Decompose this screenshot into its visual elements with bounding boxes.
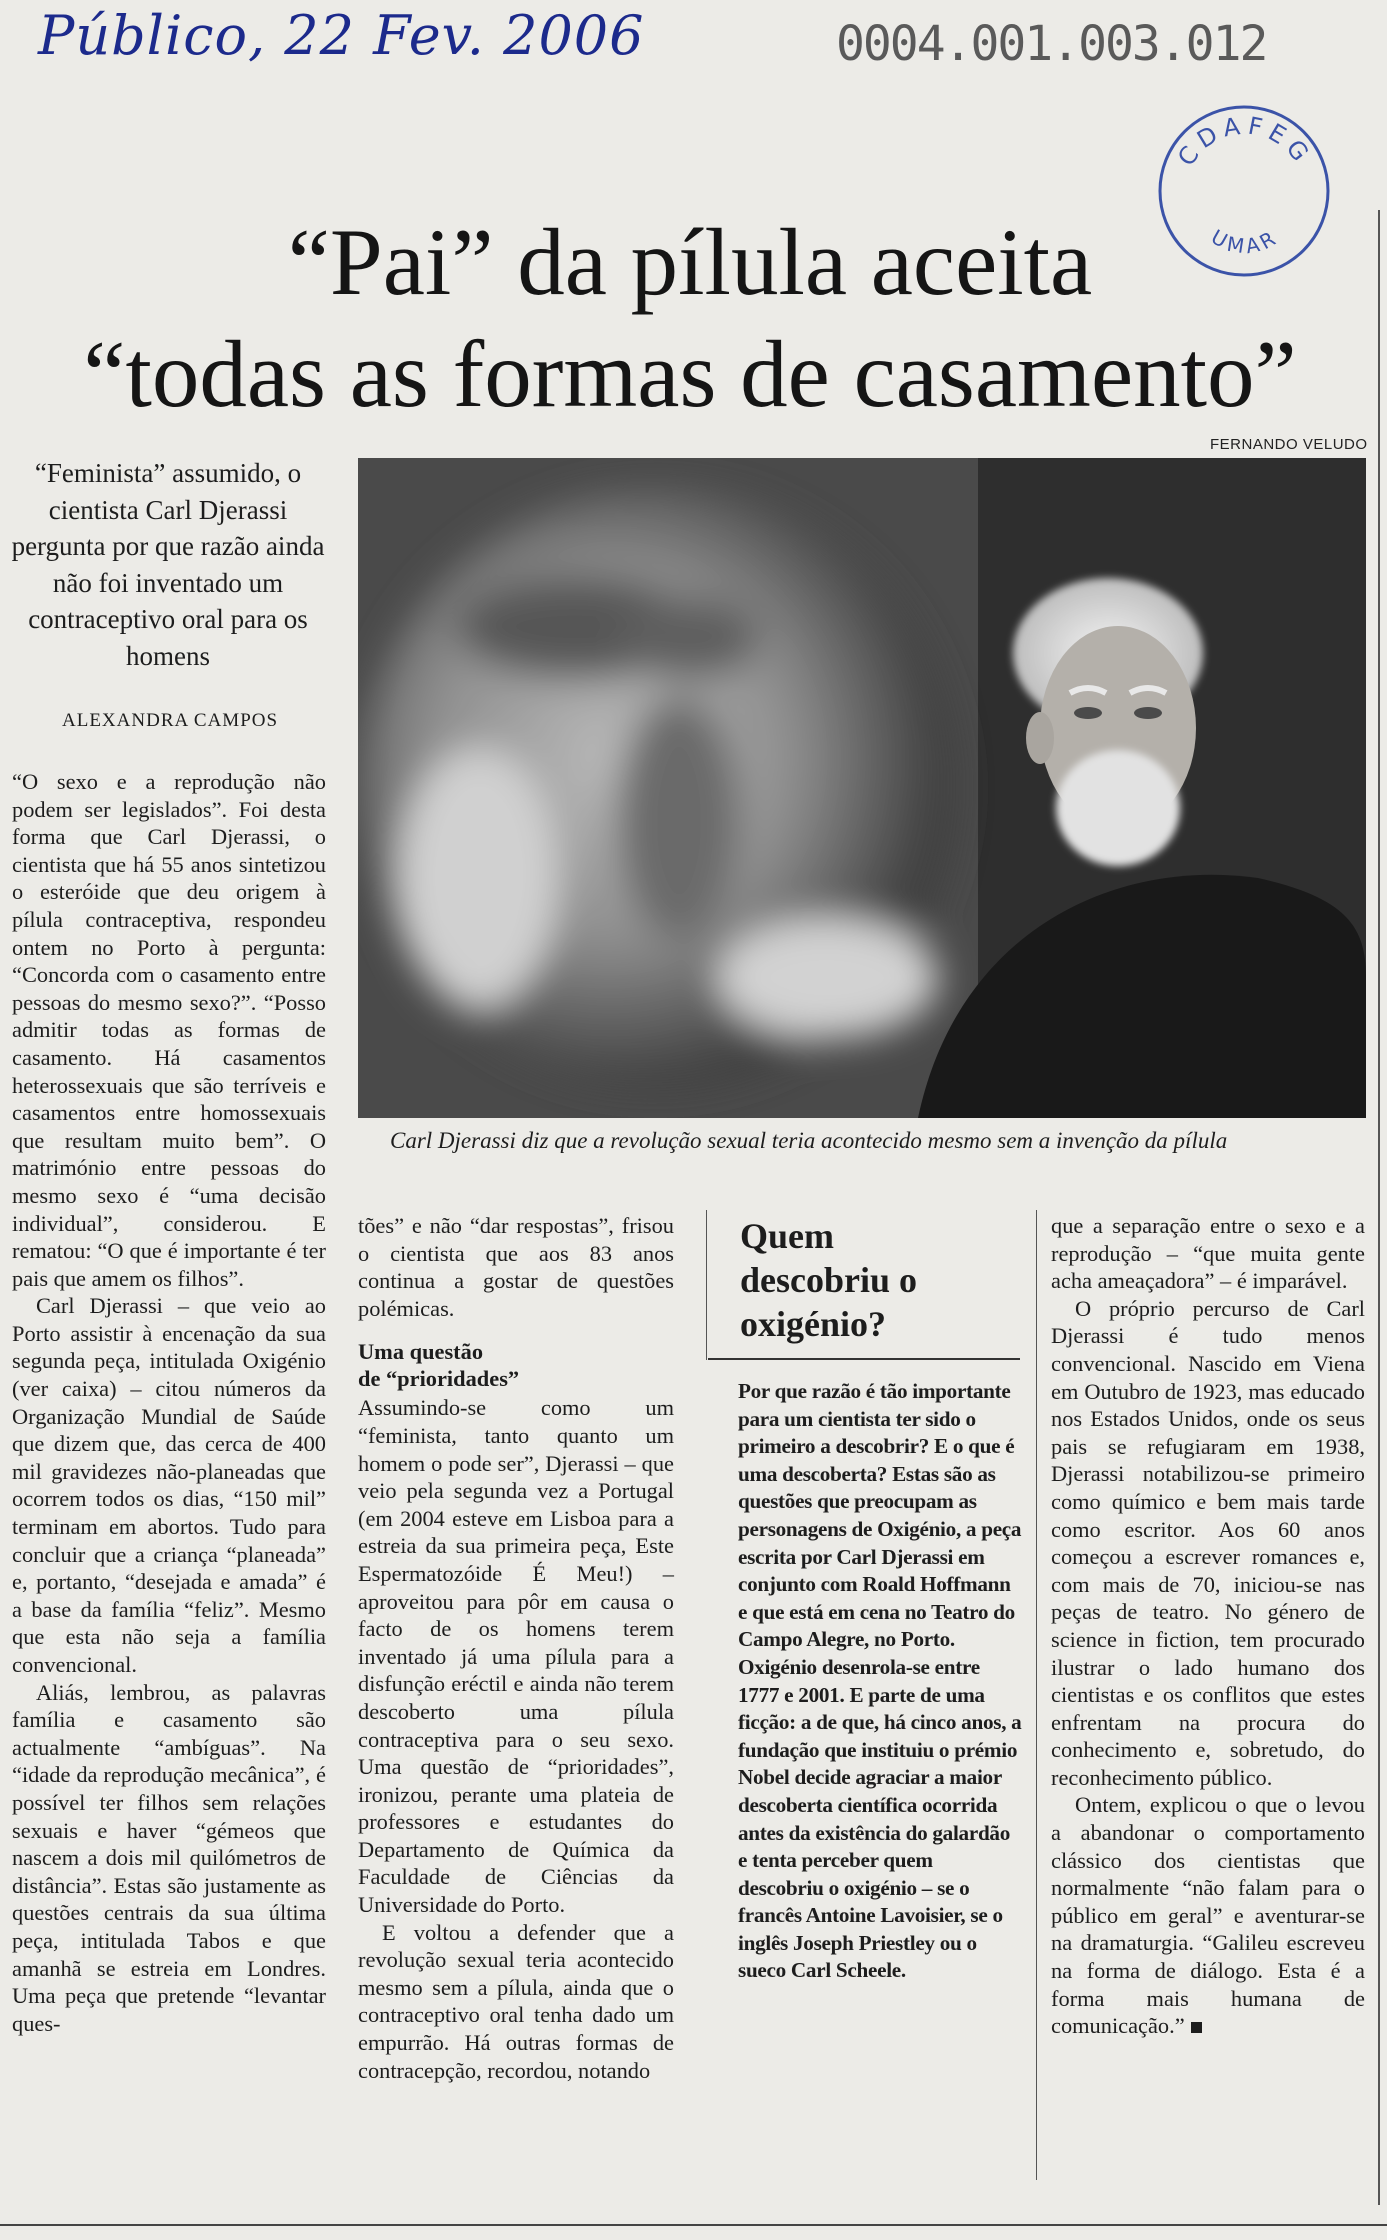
portrait-photo [358, 458, 1366, 1118]
paragraph: Carl Djerassi – que veio ao Porto assistir à encenação da sua segunda peça, intitulada Oxigénio (ver caixa) – citou números da Organização Mundial de Saúde que dizem que, das cerca de 400 mil gravidezes não-planeadas que ocorrem todos os dias, “150 mil” terminam em abortos. Tudo para concluir que a criança “planeada” e, portanto, “desejada e amada” é a base da família “feliz”. Mesmo que esta não seja a família convencional. [12, 1293, 326, 1677]
subheading: Uma questão de “prioridades” [358, 1339, 520, 1392]
paragraph: E voltou a defender que a revolução sexual teria acontecido mesmo sem a pílula, ainda que o contraceptivo oral tenha dado um empurrão. Há outras formas de contracepção, recordou, notando [358, 1919, 674, 2083]
sidebar-box-title: Quem descobriu o oxigénio? [740, 1216, 918, 1344]
paragraph: O próprio percurso de Carl Djerassi é tudo menos convencional. Nascido em Viena em Outubro de 1923, mas educado nos Estados Unidos, onde os seus pais se refugiaram em 1938, Djerassi notabilizou-se primeiro como químico e bem mais tarde como escritor. Aos 60 anos começou a escrever romances e, com mais de 70, iniciou-se nas peças de teatro. No género de science in fiction, tem procurado ilustrar o lado humano dos cientistas e os conflitos que estes enfrentam na procura do conhecimento e, sobretudo, do reconhecimento público. [1051, 1295, 1365, 1790]
paragraph: Assumindo-se como um “feminista, tanto quanto um homem o pode ser”, Djerassi – que veio pela segunda vez a Portugal (em 2004 esteve em Lisboa para a estreia da sua primeira peça, Este Espermatozóide É Meu!) – aproveitou para pôr em causa o facto de os homens terem inventado já uma pílula para a disfunção eréctil e ainda não terem descoberto uma pílula contraceptiva para o seu sexo. Uma questão de “prioridades”, ironizou, perante uma plateia de professores e estudantes do Departamento de Química da Faculdade de Ciências da Universidade do Porto. [358, 1395, 674, 1918]
body-column-4 [1051, 1212, 1365, 2040]
body-column-1 [12, 768, 326, 2037]
stamp-top-text: CDAFEG [1172, 111, 1318, 172]
svg-text:CDAFEG [1172, 111, 1317, 171]
paragraph [1051, 1791, 1365, 2039]
byline: ALEXANDRA CAMPOS [62, 710, 279, 731]
paragraph: que a separação entre o sexo e a reprodução – “que muita gente acha ameaçadora” – é imparável. [1051, 1213, 1365, 1294]
paragraph: tões” e não “dar respostas”, frisou o cientista que aos 83 anos continua a gostar de questões polémicas. [358, 1213, 674, 1321]
lead-paragraph: “Feminista” assumido, o cientista Carl Djerassi pergunta por que razão ainda não foi inventado um contraceptivo oral para os homens [11, 458, 325, 671]
divider [0, 2224, 1387, 2226]
archive-reference-code: 0004.001.003.012 [836, 16, 1267, 72]
paragraph-text: Ontem, explicou o que o levou a abandonar o comportamento clássico dos cientistas que normalmente “não falam para o público em geral” e aventurar-se na dramaturgia. “Galileu escreveu na forma de diálogo. Esta é a forma mais humana de comunicação.” [1051, 1792, 1365, 2039]
paragraph: “O sexo e a reprodução não podem ser legislados”. Foi desta forma que Carl Djerassi, o cientista que há 55 anos sintetizou o esteróide que deu origem à pílula contraceptiva, respondeu ontem no Porto à pergunta: “Concorda com o casamento entre pessoas do mesmo sexo?”. “Posso admitir todas as formas de casamento. Há casamentos heterossexuais que são terríveis e casamentos entre homossexuais que resultam muito bem”. O matrimónio entre pessoas do mesmo sexo é “uma decisão individual”, considerou. E rematou: “O que é importante é ter pais que amem os filhos”. [12, 769, 326, 1291]
body-column-2 [358, 1212, 674, 2084]
stamp-bottom-text: UMAR [1207, 224, 1283, 259]
sidebar-box-text: Por que razão é tão importante para um cientista ter sido o primeiro a descobrir? E o que é uma descoberta? Estas são as questões que preocupam as personagens de Oxigénio, a peça escrita por Carl Djerassi em conjunto com Roald Hoffmann e que está em cena no Teatro do Campo Alegre, no Porto. Oxigénio desenrola-se entre 1777 e 2001. E parte de uma ficção: a de que, há cinco anos, a fundação que instituiu o prémio Nobel decide agraciar a maior descoberta científica ocorrida antes da existência do galardão e tenta perceber quem descobriu o oxigénio – se o francês Antoine Lavoisier, se o inglês Joseph Priestley ou o sueco Carl Scheele. [738, 1379, 1022, 1983]
headline: “Pai” da pílula aceita “todas as formas de casamento” [83, 209, 1297, 427]
divider [706, 1210, 707, 1360]
divider [1036, 1210, 1037, 2180]
end-of-article-mark [1191, 2022, 1202, 2033]
photo-caption: Carl Djerassi diz que a revolução sexual teria acontecido mesmo sem a invenção da pílula [390, 1128, 1228, 1153]
paragraph: Aliás, lembrou, as palavras família e casamento são actualmente “ambíguas”. Na “idade da reprodução mecânica”, é possível ter filhos sem relações sexuais e haver “gémeos que nascem a dois mil quilómetros de distância”. Estas são justamente as questões centrais da sua última peça, intitulada Tabos e que amanhã se estreia em Londres. Uma peça que pretende “levantar ques- [12, 1679, 326, 2036]
handwritten-date-note: Público, 22 Fev. 2006 [38, 4, 645, 67]
divider [708, 1358, 1020, 1360]
divider [1378, 210, 1380, 2205]
photo-credit: FERNANDO VELUDO [1210, 436, 1368, 453]
